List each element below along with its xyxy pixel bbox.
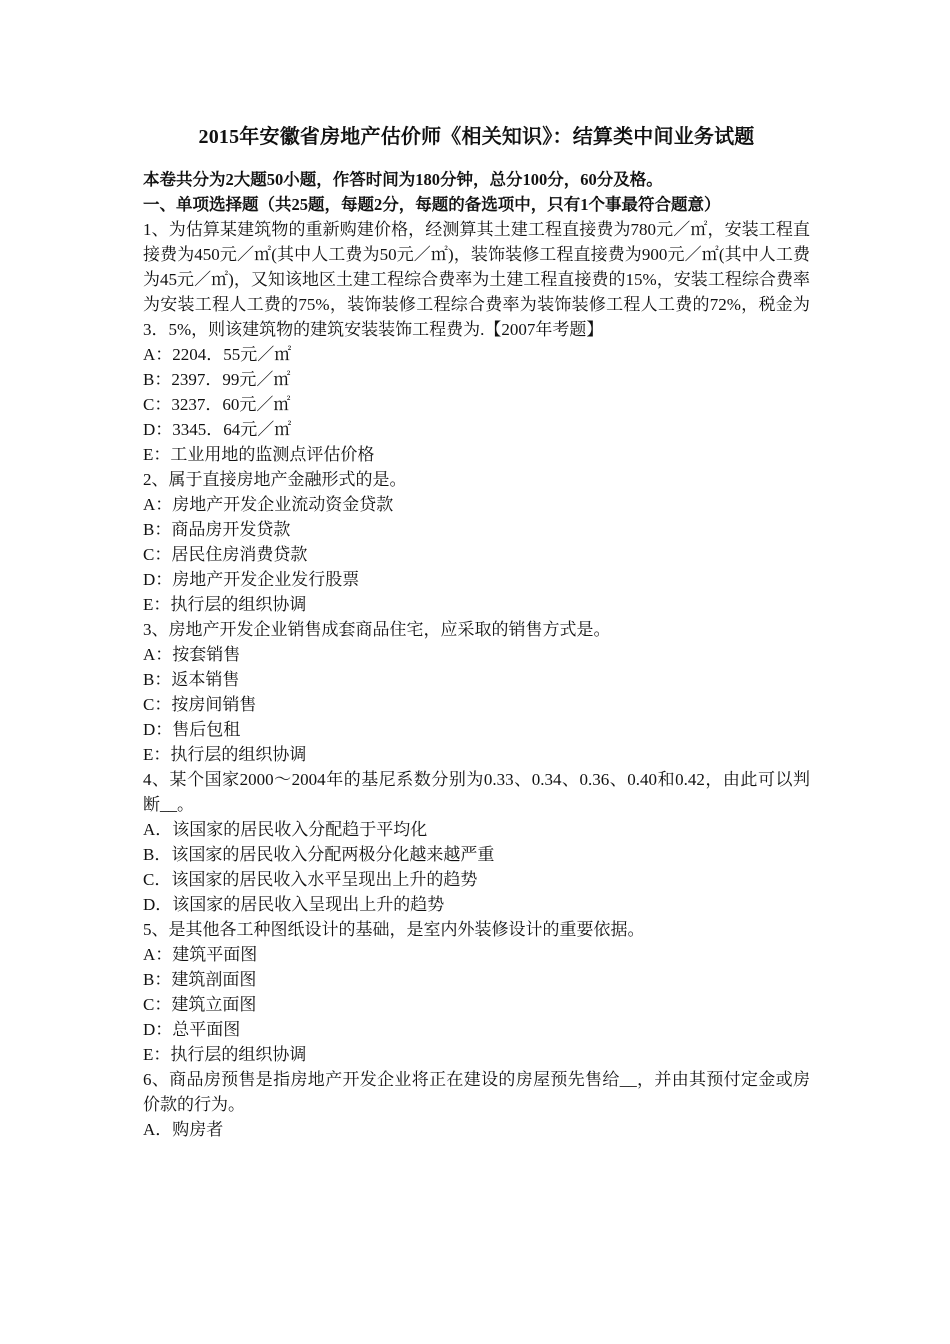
question-6 — [143, 1067, 810, 1142]
option-d: D：3345．64元／㎡ — [143, 420, 292, 439]
question-stem: 6、商品房预售是指房地产开发企业将正在建设的房屋预先售给__，并由其预付定金或房价款的行为。 — [143, 1070, 810, 1114]
option-e: E：执行层的组织协调 — [143, 595, 307, 614]
option-b: B：返本销售 — [143, 670, 240, 689]
question-stem: 4、某个国家2000～2004年的基尼系数分别为0.33、0.34、0.36、0.40和0.42，由此可以判断__。 — [143, 770, 810, 814]
option-a: A：按套销售 — [143, 645, 241, 664]
question-3 — [143, 617, 810, 767]
document-title: 2015年安徽省房地产估价师《相关知识》：结算类中间业务试题 — [198, 126, 755, 148]
option-a: A：2204．55元／㎡ — [143, 345, 292, 364]
question-4 — [143, 767, 810, 917]
option-e: E：执行层的组织协调 — [143, 745, 307, 764]
option-c: C：建筑立面图 — [143, 995, 257, 1014]
option-b: B．该国家的居民收入分配两极分化越来越严重 — [143, 845, 495, 864]
option-a: A．购房者 — [143, 1120, 224, 1139]
option-c: C：按房间销售 — [143, 695, 257, 714]
option-b: B：商品房开发贷款 — [143, 520, 291, 539]
option-d: D：总平面图 — [143, 1020, 241, 1039]
question-stem: 1、为估算某建筑物的重新购建价格，经测算其土建工程直接费为780元／㎡，安装工程直接费为450元／㎡(其中人工费为50元／㎡)，装饰装修工程直接费为900元／㎡(其中人工费为45元／㎡)，又知该地区土建工程综合费率为土建工程直接费的15%，安装工程综合费率为安装工程人工费的75%，装饰装修工程综合费率为装饰装修工程人工费的72%，税金为3．5%，则该建筑物的建筑安装装饰工程费为.【2007年考题】 — [143, 220, 810, 339]
question-stem: 2、属于直接房地产金融形式的是。 — [143, 470, 407, 489]
option-d: D．该国家的居民收入呈现出上升的趋势 — [143, 895, 445, 914]
question-stem: 3、房地产开发企业销售成套商品住宅，应采取的销售方式是。 — [143, 620, 611, 639]
question-1 — [143, 217, 810, 467]
option-a: A：房地产开发企业流动资金贷款 — [143, 495, 394, 514]
option-d: D：售后包租 — [143, 720, 241, 739]
exam-intro: 本卷共分为2大题50小题，作答时间为180分钟，总分100分，60分及格。 — [143, 170, 663, 189]
option-e: E：执行层的组织协调 — [143, 1045, 307, 1064]
option-a: A：建筑平面图 — [143, 945, 258, 964]
option-b: B：2397．99元／㎡ — [143, 370, 291, 389]
option-b: B：建筑剖面图 — [143, 970, 257, 989]
option-c: C．该国家的居民收入水平呈现出上升的趋势 — [143, 870, 478, 889]
option-a: A．该国家的居民收入分配趋于平均化 — [143, 820, 428, 839]
option-e: E：工业用地的监测点评估价格 — [143, 445, 375, 464]
question-5 — [143, 917, 810, 1067]
option-d: D：房地产开发企业发行股票 — [143, 570, 360, 589]
question-stem: 5、是其他各工种图纸设计的基础，是室内外装修设计的重要依据。 — [143, 920, 645, 939]
option-c: C：居民住房消费贷款 — [143, 545, 308, 564]
option-c: C：3237．60元／㎡ — [143, 395, 291, 414]
section-heading: 一、单项选择题（共25题，每题2分，每题的备选项中，只有1个事最符合题意） — [143, 195, 721, 214]
question-2 — [143, 467, 810, 617]
